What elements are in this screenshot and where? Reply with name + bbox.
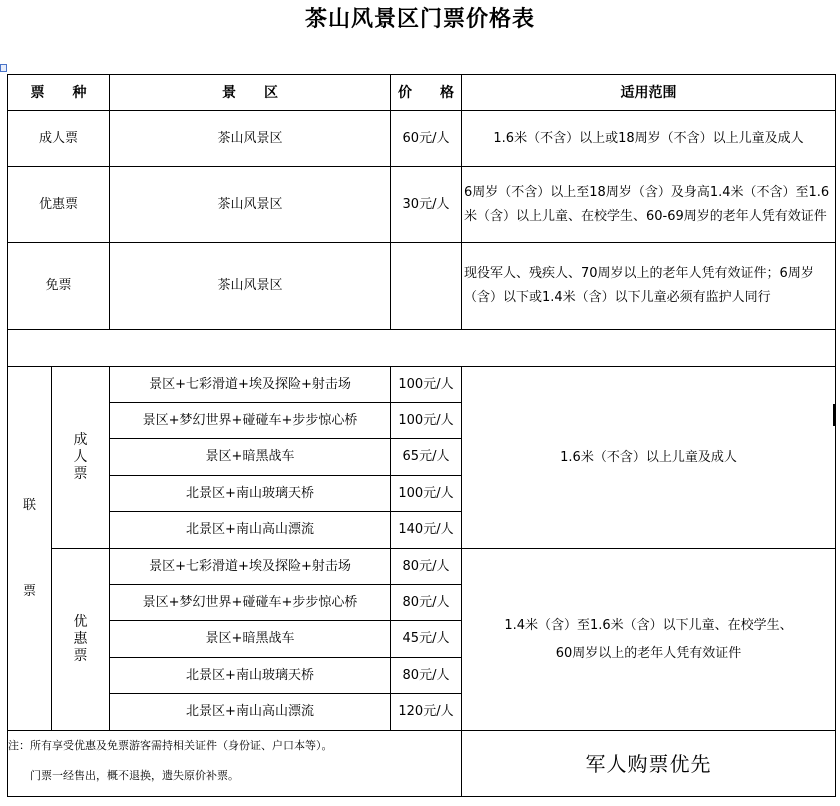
header-scope: 适用范围	[462, 75, 836, 111]
table-row	[8, 549, 836, 585]
area: 茶山风景区	[110, 167, 391, 243]
price: 100元/人	[391, 403, 462, 439]
price: 80元/人	[391, 585, 462, 621]
area: 北景区+南山高山漂流	[110, 694, 391, 731]
area: 北景区+南山高山漂流	[110, 512, 391, 549]
note-line-2: 门票一经售出，概不退换，遗失原价补票。	[30, 769, 239, 782]
spacer-row	[8, 330, 836, 367]
table-row	[8, 243, 836, 330]
combo-adult-label: 成人票	[52, 367, 110, 549]
price: 65元/人	[391, 439, 462, 476]
area: 茶山风景区	[110, 111, 391, 167]
header-ticket-type: 票 种	[8, 75, 110, 111]
price: 140元/人	[391, 512, 462, 549]
combo-adult-scope: 1.6米（不含）以上儿童及成人	[462, 367, 836, 549]
table-row	[8, 367, 836, 403]
price: 100元/人	[391, 367, 462, 403]
area: 北景区+南山玻璃天桥	[110, 476, 391, 512]
note-line-1: 注：所有享受优惠及免票游客需持相关证件（身份证、户口本等）。	[8, 739, 333, 752]
scope: 6周岁（不含）以上至18周岁（含）及身高1.4米（不含）至1.6米（含）以上儿童、在校学生、60-69周岁的老年人凭有效证件	[462, 167, 836, 243]
header-area: 景 区	[110, 75, 391, 111]
scope: 1.6米（不含）以上或18周岁（不含）以上儿童及成人	[462, 111, 836, 167]
area: 茶山风景区	[110, 243, 391, 330]
area: 景区+七彩滑道+埃及探险+射击场	[110, 367, 391, 403]
price: 45元/人	[391, 621, 462, 658]
area: 景区+暗黑战车	[110, 621, 391, 658]
price: 100元/人	[391, 476, 462, 512]
table-row	[8, 111, 836, 167]
area: 景区+梦幻世界+碰碰车+步步惊心桥	[110, 585, 391, 621]
ticket-type: 免票	[8, 243, 110, 330]
table-row	[8, 167, 836, 243]
table-anchor-icon[interactable]	[0, 64, 7, 72]
combo-label-bottom: 票	[22, 583, 36, 599]
priority-note: 军人购票优先	[462, 731, 836, 797]
page-title: 茶山风景区门票价格表	[304, 6, 535, 32]
price: 80元/人	[391, 549, 462, 585]
combo-discount-scope: 1.4米（含）至1.6米（含）以下儿童、在校学生、 60周岁以上的老年人凭有效证件	[462, 549, 836, 731]
header-price: 价 格	[391, 75, 462, 111]
price: 60元/人	[391, 111, 462, 167]
ticket-type: 优惠票	[8, 167, 110, 243]
ticket-type: 成人票	[8, 111, 110, 167]
combo-label	[8, 367, 52, 731]
scope: 现役军人、残疾人、70周岁以上的老年人凭有效证件；6周岁（含）以下或1.4米（含）以下儿童必须有监护人同行	[462, 243, 836, 330]
price	[391, 243, 462, 330]
combo-label-top: 联	[22, 497, 36, 513]
combo-discount-label: 优惠票	[52, 549, 110, 731]
notes-row	[8, 731, 836, 797]
price: 30元/人	[391, 167, 462, 243]
price: 80元/人	[391, 658, 462, 694]
area: 景区+梦幻世界+碰碰车+步步惊心桥	[110, 403, 391, 439]
area: 景区+七彩滑道+埃及探险+射击场	[110, 549, 391, 585]
area: 景区+暗黑战车	[110, 439, 391, 476]
price-table	[7, 74, 836, 797]
table-header-row	[8, 75, 836, 111]
notes	[8, 731, 462, 797]
price: 120元/人	[391, 694, 462, 731]
area: 北景区+南山玻璃天桥	[110, 658, 391, 694]
